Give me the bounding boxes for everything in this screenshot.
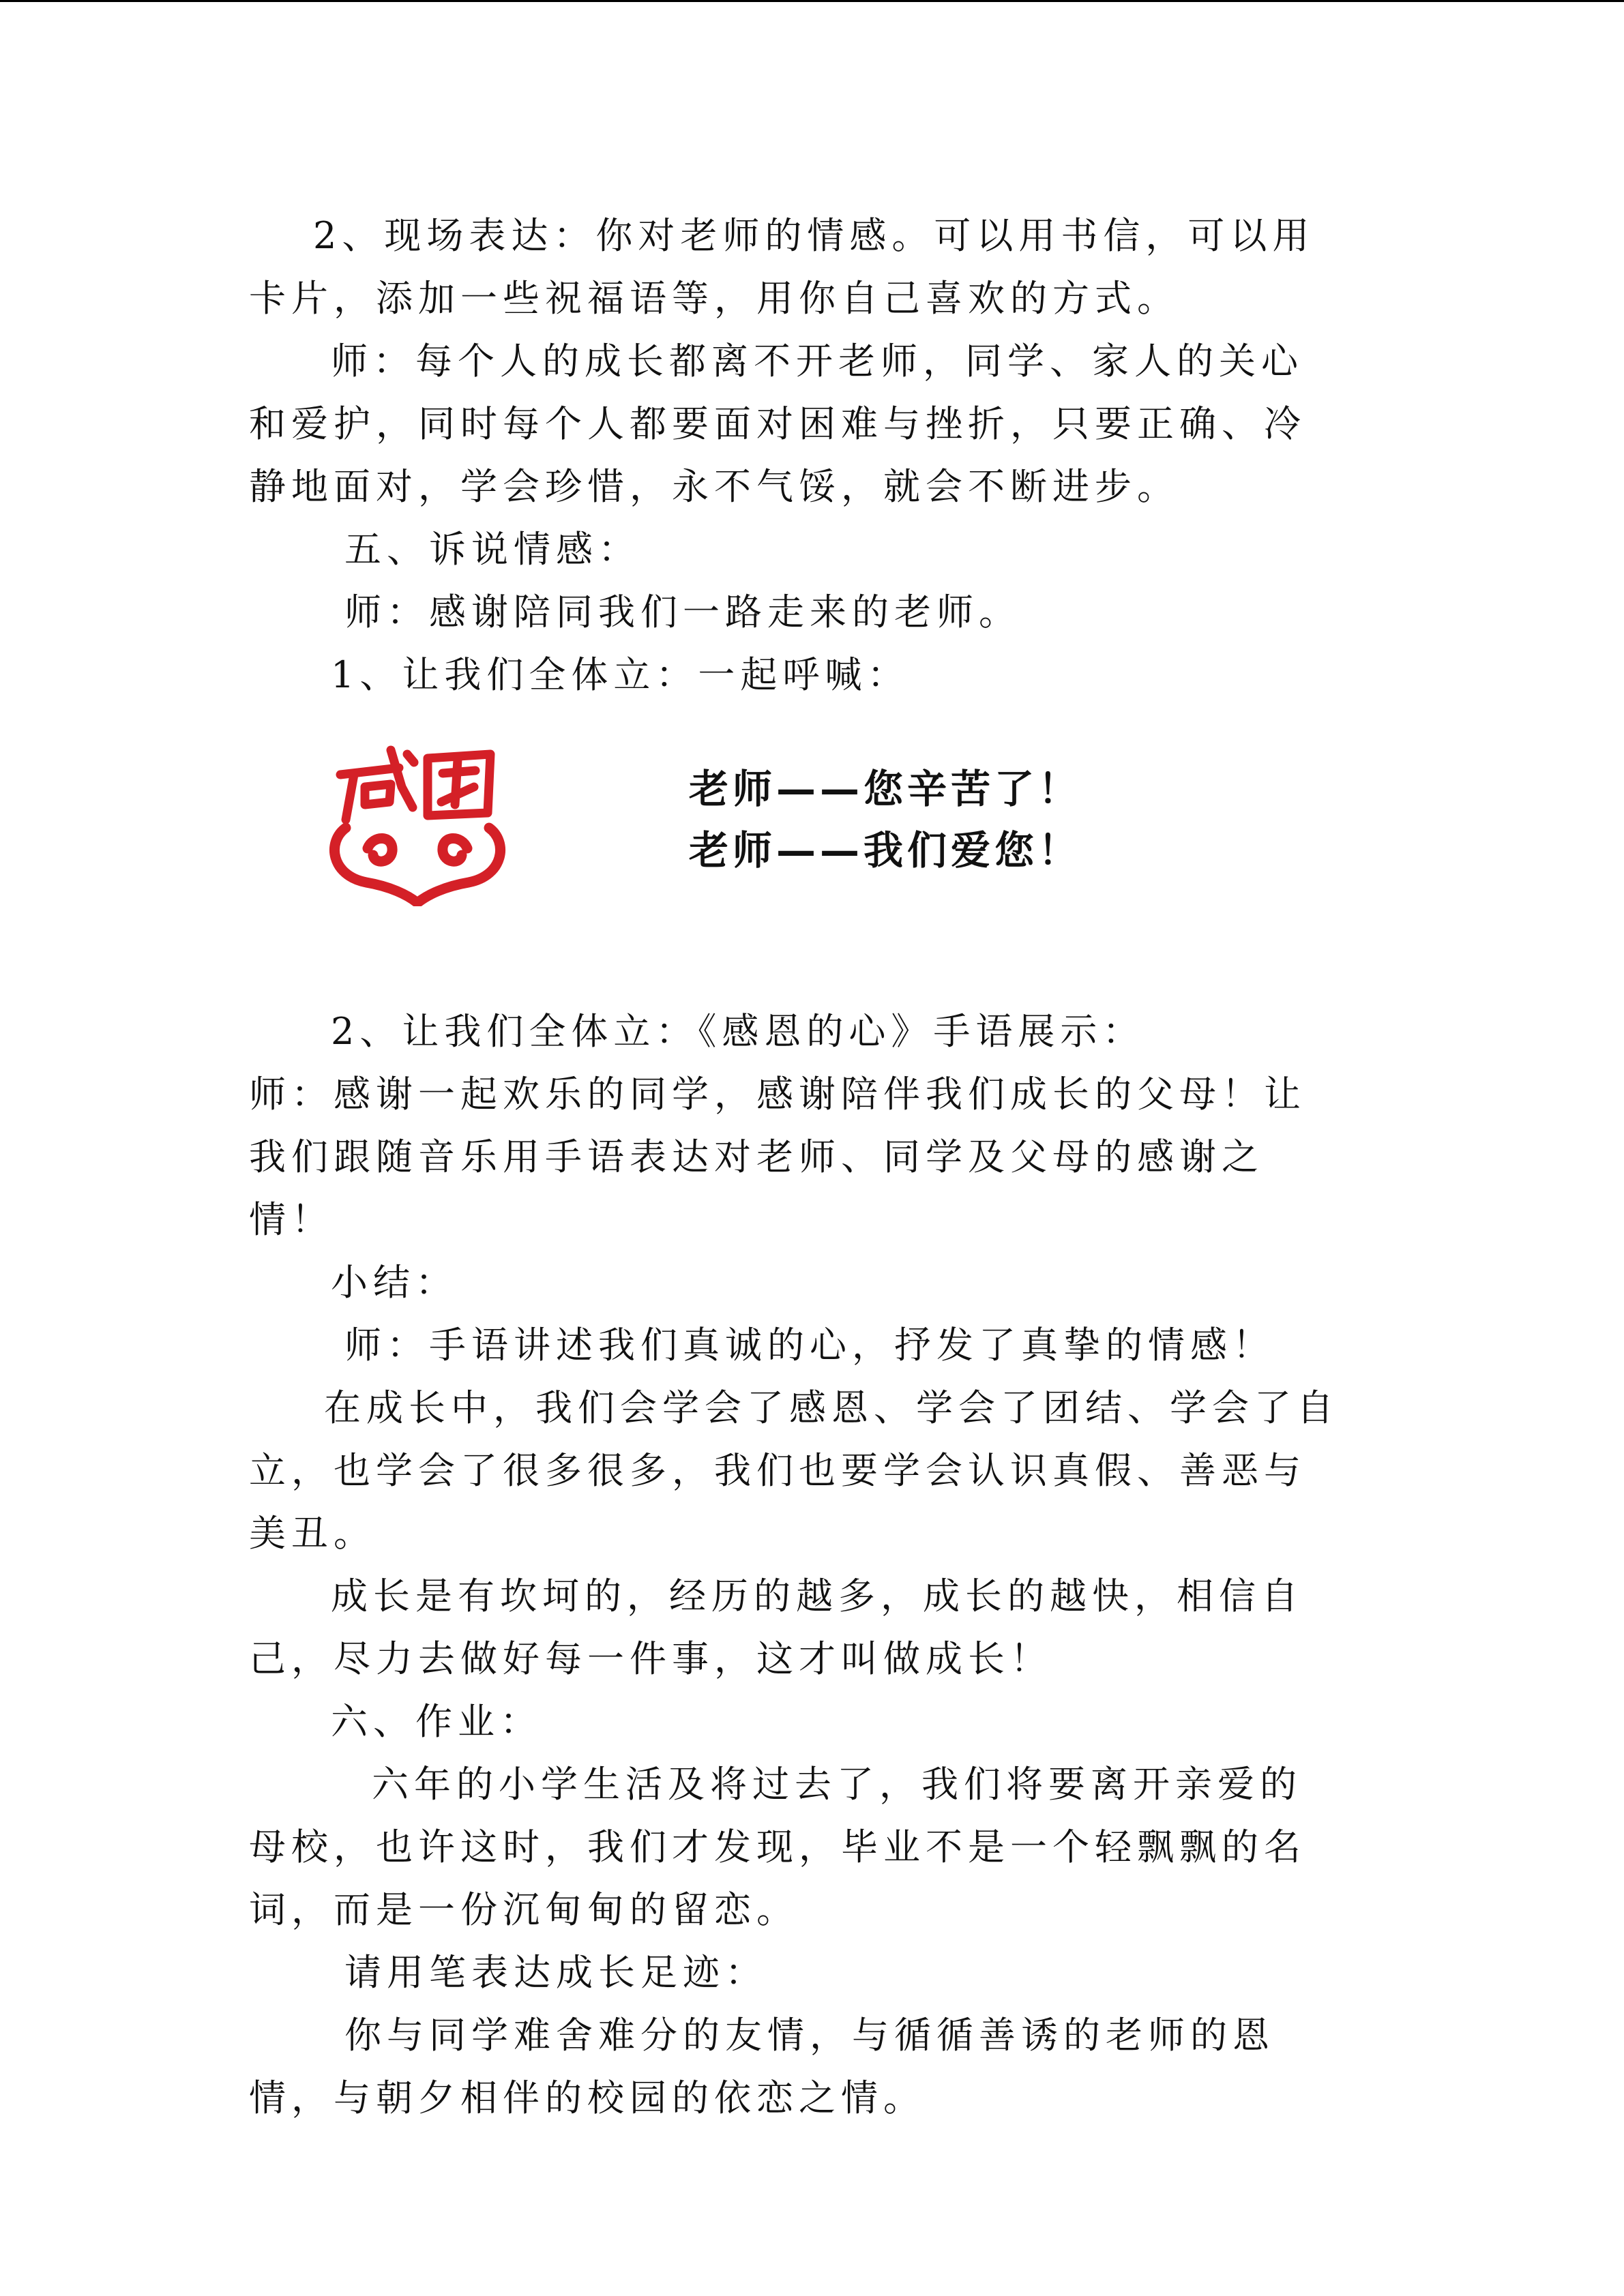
paragraph-write-footprints: 请用笔表达成长足迹：	[344, 1951, 767, 1994]
section-heading-six: 六、作业：	[331, 1700, 542, 1743]
cheer-line-2: 老师——我们爱您！	[689, 827, 1082, 874]
paragraph-teacher-growth: 师：每个人的成长都离不开老师，同学、家人的关心和爱护，同时每个人都要面对困难与挫折，只要正确、冷静地面对，学会珍惜，永不气馁，就会不断进步。	[249, 340, 1306, 508]
paragraph-thank-classmates: 师：感谢一起欢乐的同学，感谢陪伴我们成长的父母！让我们跟随音乐用手语表达对老师、同学及父母的感谢之情！	[249, 1073, 1306, 1241]
paragraph-sign-language: 2、让我们全体立：《感恩的心》手语展示：	[331, 1010, 1145, 1053]
paragraph-six-years: 六年的小学生活及将过去了，我们将要离开亲爱的母校，也许这时，我们才发现，毕业不是一个轻飘飘的名词，而是一份沉甸甸的留恋。	[249, 1763, 1306, 1931]
section-heading-five: 五、诉说情感：	[344, 528, 640, 571]
paragraph-stand-shout: 1、让我们全体立：一起呼喊：	[331, 653, 910, 696]
document-page	[249, 205, 1344, 2130]
paragraph-learn-in-growth: 在成长中，我们会学会了感恩、学会了团结、学会了自立，也学会了很多很多，我们也要学会认识真假、善恶与美丑。	[249, 1386, 1339, 1555]
paragraph-sign-language-heart: 师：手语讲述我们真诚的心，抒发了真挚的情感！	[344, 1324, 1275, 1367]
paragraph-expression-task: 2、现场表达：你对老师的情感。可以用书信，可以用卡片，添加一些祝福语等，用你自己喜欢的方式。	[249, 214, 1315, 320]
paragraph-teacher-thanks: 师：感谢陪同我们一路走来的老师。	[344, 591, 1021, 633]
paragraph-friendship: 你与同学难舍难分的友情，与循循善诱的老师的恩情，与朝夕相伴的校园的依恋之情。	[249, 2014, 1275, 2119]
page-top-border	[0, 0, 1624, 2]
cheer-block	[249, 739, 1344, 981]
section-heading-summary: 小结：	[331, 1261, 458, 1304]
cheer-line-1: 老师——您辛苦了！	[689, 766, 1082, 812]
gratitude-heart-logo-icon	[325, 739, 510, 906]
cheer-lines	[689, 758, 1082, 881]
paragraph-growth-hardship: 成长是有坎坷的，经历的越多，成长的越快，相信自己，尽力去做好每一件事，这才叫做成长！	[249, 1575, 1303, 1680]
